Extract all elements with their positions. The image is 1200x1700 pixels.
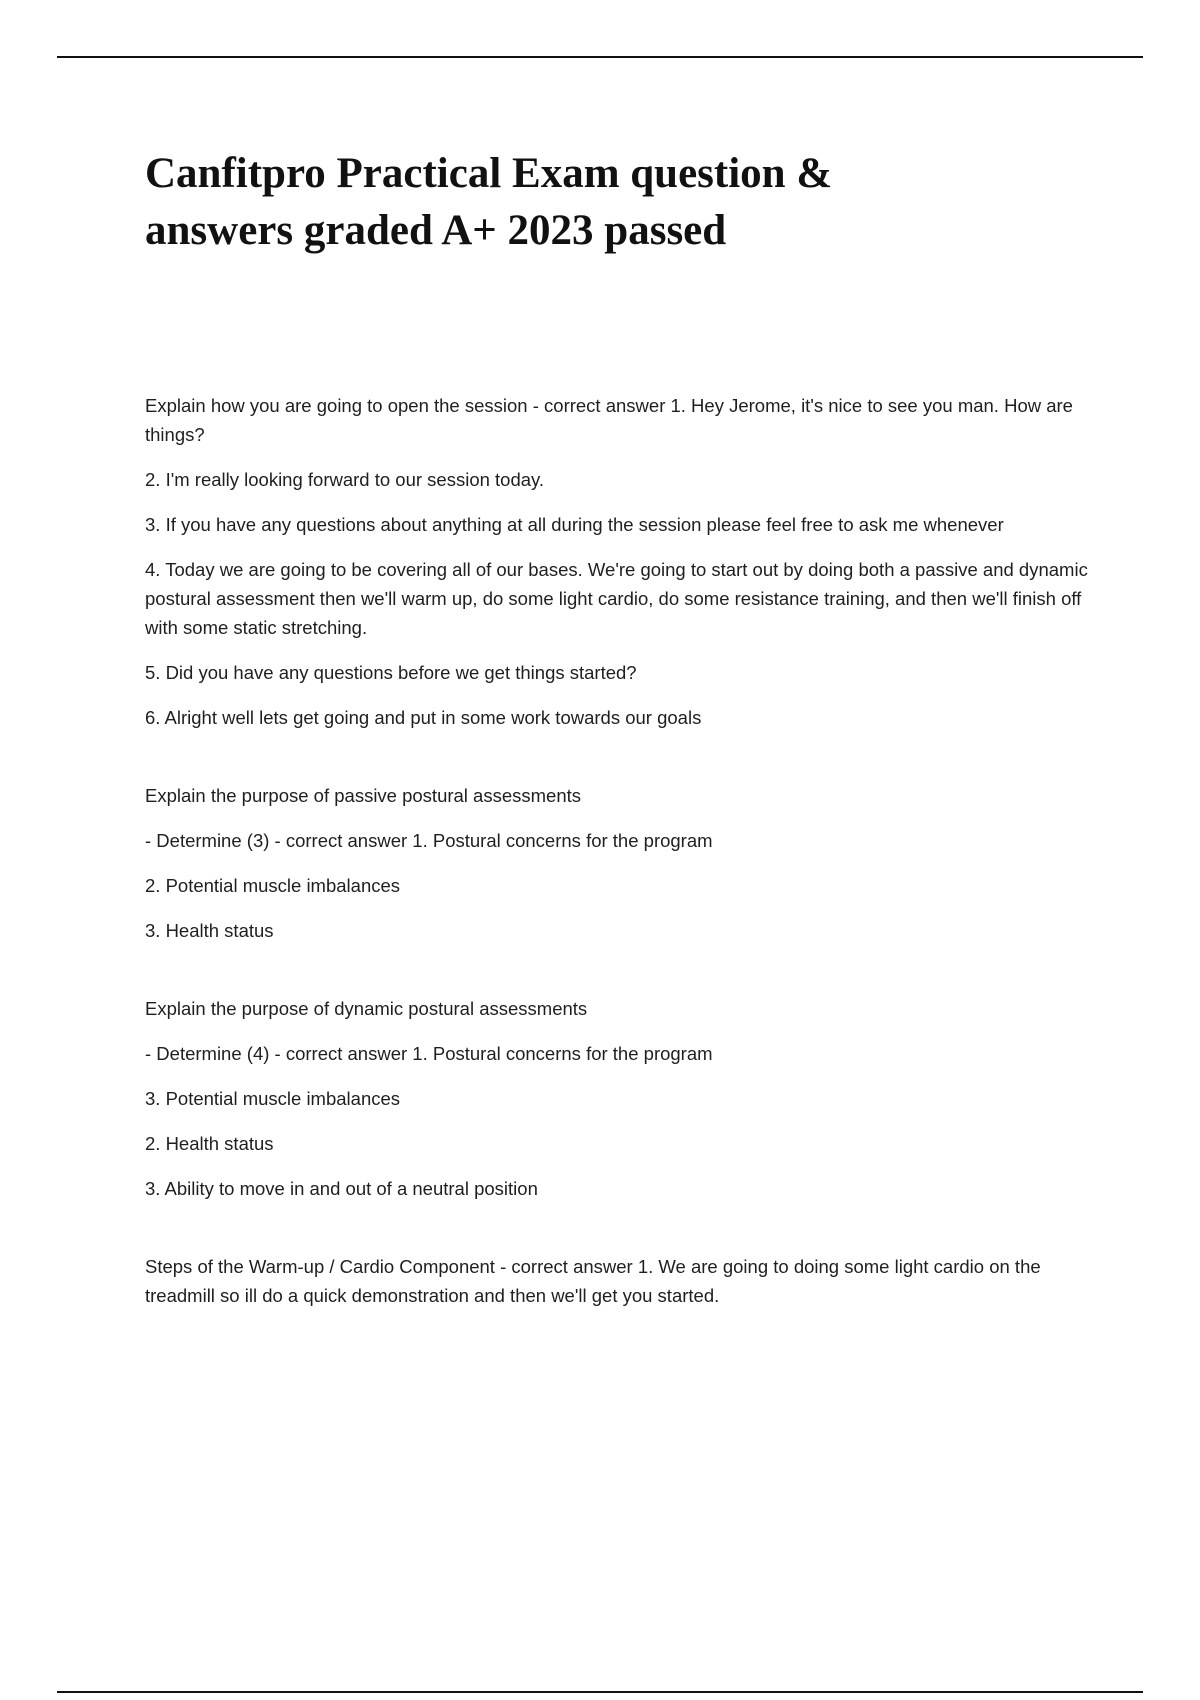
header-rule bbox=[57, 56, 1143, 58]
paragraph: 6. Alright well lets get going and put in some work towards our goals bbox=[145, 707, 702, 728]
footer-rule bbox=[57, 1691, 1143, 1693]
paragraph: Explain the purpose of dynamic postural assessments bbox=[145, 998, 588, 1019]
document-page bbox=[145, 145, 1095, 1359]
paragraph: 3. Potential muscle imbalances bbox=[145, 1088, 401, 1109]
paragraph: 2. Health status bbox=[145, 1133, 274, 1154]
document-title: Canfitpro Practical Exam question & answers graded A+ 2023 passed bbox=[145, 150, 833, 254]
qa-section-passive-assessment bbox=[145, 781, 1095, 945]
paragraph: - Determine (3) - correct answer 1. Postural concerns for the program bbox=[145, 830, 713, 851]
paragraph: 3. If you have any questions about anything at all during the session please feel free to ask me whenever bbox=[145, 514, 1004, 535]
paragraph: 2. I'm really looking forward to our session today. bbox=[145, 469, 545, 490]
paragraph: 4. Today we are going to be covering all of our bases. We're going to start out by doing both a passive and dynamic postural assessment then we'll warm up, do some light cardio, do some resistance training, and then we'll finish off with some static stretching. bbox=[145, 559, 1088, 638]
qa-section-open-session bbox=[145, 391, 1095, 732]
paragraph: - Determine (4) - correct answer 1. Postural concerns for the program bbox=[145, 1043, 713, 1064]
paragraph: 2. Potential muscle imbalances bbox=[145, 875, 401, 896]
document-body bbox=[145, 391, 1095, 1310]
paragraph: Steps of the Warm-up / Cardio Component - correct answer 1. We are going to doing some light cardio on the treadmill so ill do a quick demonstration and then we'll get you started. bbox=[145, 1256, 1041, 1306]
paragraph: 5. Did you have any questions before we get things started? bbox=[145, 662, 637, 683]
paragraph: 3. Ability to move in and out of a neutral position bbox=[145, 1178, 538, 1199]
paragraph: 3. Health status bbox=[145, 920, 274, 941]
qa-section-warmup-cardio bbox=[145, 1252, 1095, 1310]
qa-section-dynamic-assessment bbox=[145, 994, 1095, 1203]
paragraph: Explain the purpose of passive postural assessments bbox=[145, 785, 582, 806]
paragraph: Explain how you are going to open the session - correct answer 1. Hey Jerome, it's nice to see you man. How are things? bbox=[145, 395, 1073, 445]
